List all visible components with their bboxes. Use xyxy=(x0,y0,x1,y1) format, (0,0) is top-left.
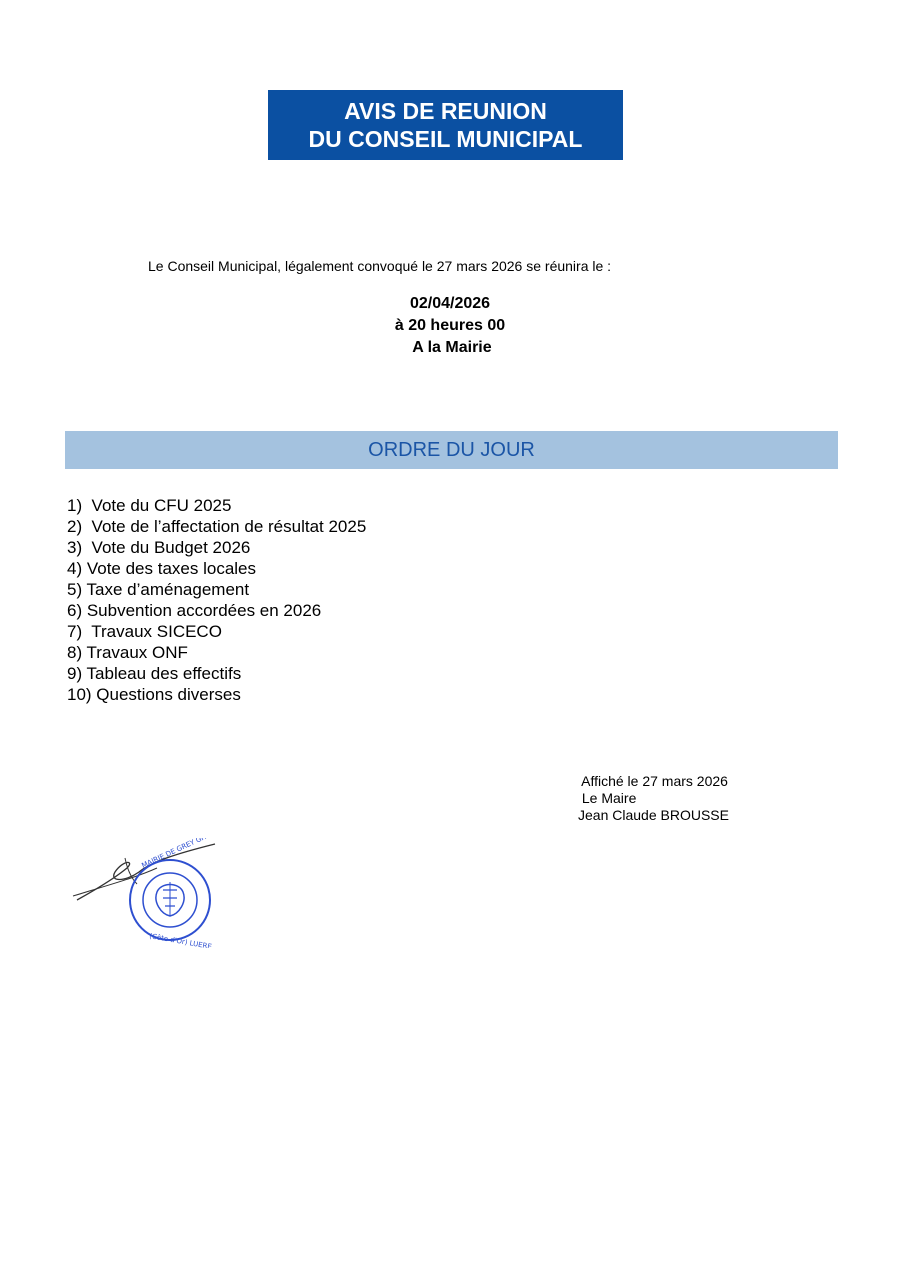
agenda-item: 1) Vote du CFU 2025 xyxy=(67,496,232,515)
agenda-item: 5) Taxe d’aménagement xyxy=(67,580,250,599)
meeting-place: A la Mairie xyxy=(408,339,492,356)
meeting-date: 02/04/2026 xyxy=(409,295,491,312)
meeting-details xyxy=(300,293,600,359)
agenda-item: 10) Questions diverses xyxy=(67,685,241,704)
agenda-item: 9) Tableau des effectifs xyxy=(67,664,242,683)
stamp-text-top: MAIRIE DE GREY GH xyxy=(140,838,208,870)
title-line-2: DU CONSEIL MUNICIPAL xyxy=(308,126,583,152)
meeting-time: à 20 heures 00 xyxy=(394,317,506,334)
notice-title-box xyxy=(268,90,623,160)
agenda-item: 6) Subvention accordées en 2026 xyxy=(67,601,322,620)
stamp-icon xyxy=(65,838,240,948)
agenda-item: 3) Vote du Budget 2026 xyxy=(67,538,251,557)
agenda-item: 8) Travaux ONF xyxy=(67,643,188,662)
mayor-name: Jean Claude BROUSSE xyxy=(578,807,729,823)
agenda-list xyxy=(67,495,366,705)
stamp-text-bottom: (Côte d'Or) LUERE xyxy=(148,932,213,948)
mayor-title: Le Maire xyxy=(578,790,637,806)
signature-and-stamp xyxy=(65,838,240,948)
agenda-heading: ORDRE DU JOUR xyxy=(65,431,838,469)
convocation-text: Le Conseil Municipal, légalement convoqué le 27 mars 2026 se réunira le : xyxy=(148,258,612,274)
agenda-item: 4) Vote des taxes locales xyxy=(67,559,257,578)
agenda-item: 7) Travaux SICECO xyxy=(67,622,222,641)
signature-block xyxy=(578,773,729,824)
posted-date: Affiché le 27 mars 2026 xyxy=(578,773,728,789)
title-line-1: AVIS DE REUNION xyxy=(344,98,547,124)
agenda-item: 2) Vote de l’affectation de résultat 2025 xyxy=(67,517,367,536)
